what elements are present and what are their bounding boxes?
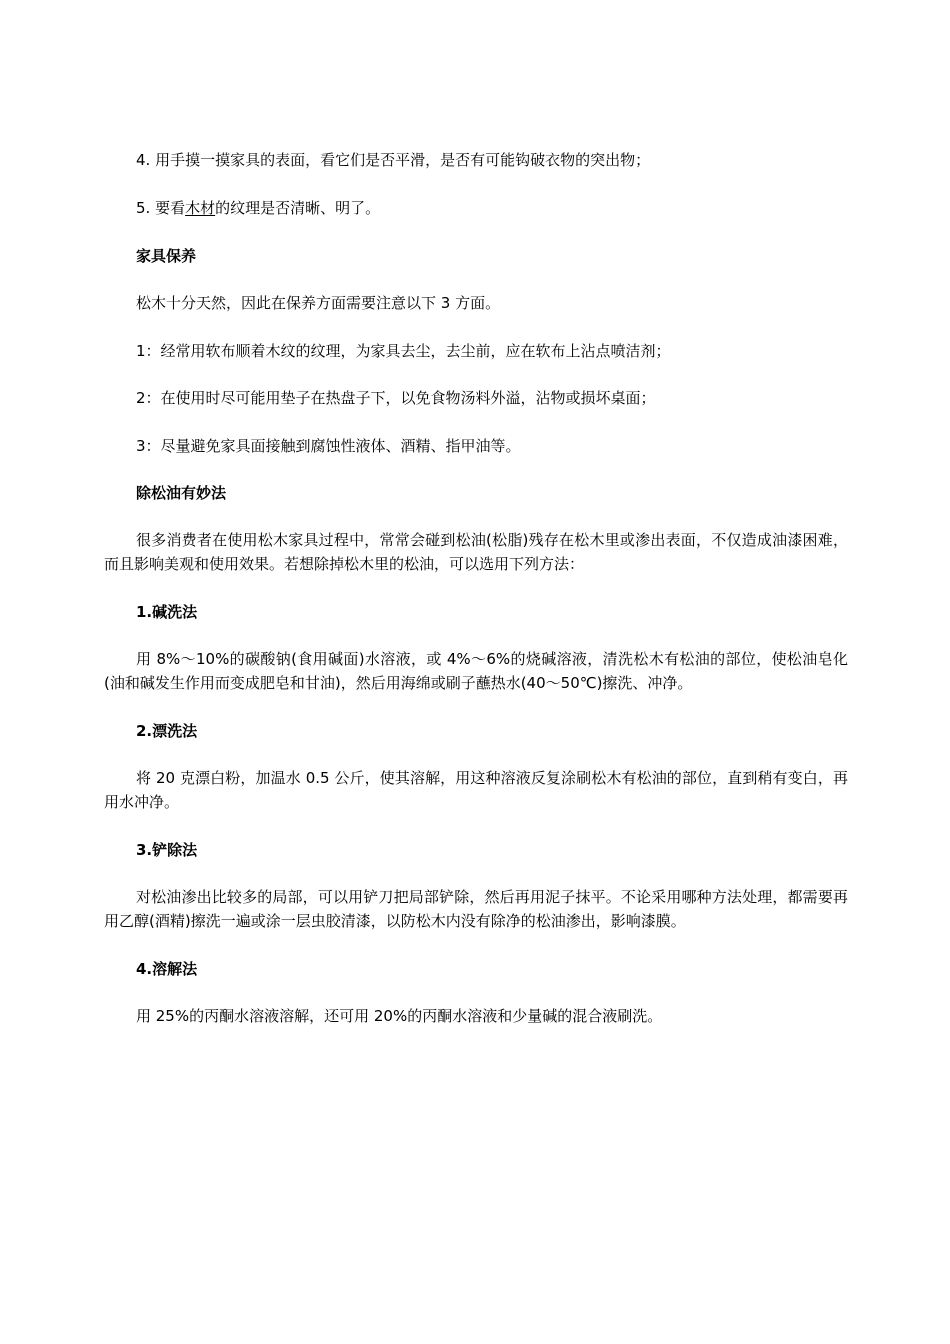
method-3-text: 对松油渗出比较多的局部，可以用铲刀把局部铲除，然后再用泥子抹平。不论采用哪种方法处理，都需要再用乙醇(酒精)擦洗一遍或涂一层虫胶清漆，以防松木内没有除净的松油渗出，影响漆膜。 [104, 888, 848, 930]
care-item-2: 2：在使用时尽可能用垫子在热盘子下，以免食物汤料外溢，沾物或损坏桌面； [136, 389, 656, 407]
method-2-text: 将 20 克漂白粉，加温水 0.5 公斤，使其溶解，用这种溶液反复涂刷松木有松油的部位，直到稍有变白，再用水冲净。 [104, 769, 848, 811]
list-item-5 [104, 196, 848, 220]
list-item-5-prefix: 5. 要看 [136, 199, 186, 217]
care-intro: 松木十分天然，因此在保养方面需要注意以下 3 方面。 [136, 294, 501, 312]
list-item-5-suffix: 的纹理是否清晰、明了。 [215, 199, 381, 217]
method-1-title: 1.碱洗法 [136, 603, 198, 621]
method-3-title: 3.铲除法 [136, 841, 198, 859]
method-4-title: 4.溶解法 [136, 960, 198, 978]
heading-remove-resin: 除松油有妙法 [136, 484, 227, 502]
care-item-3: 3：尽量避免家具面接触到腐蚀性液体、酒精、指甲油等。 [136, 437, 521, 455]
method-1-text: 用 8%～10%的碳酸钠(食用碱面)水溶液，或 4%～6%的烧碱溶液，清洗松木有松油的部位，使松油皂化(油和碱发生作用而变成肥皂和甘油)，然后用海绵或刷子蘸热水(40～50℃)擦洗、冲净。 [104, 650, 848, 692]
resin-intro: 很多消费者在使用松木家具过程中，常常会碰到松油(松脂)残存在松木里或渗出表面，不仅造成油漆困难，而且影响美观和使用效果。若想除掉松木里的松油，可以选用下列方法： [104, 531, 848, 573]
heading-furniture-care: 家具保养 [136, 247, 197, 265]
wood-link[interactable]: 木材 [185, 199, 216, 217]
method-2-title: 2.漂洗法 [136, 722, 198, 740]
method-4-text: 用 25%的丙酮水溶液溶解，还可用 20%的丙酮水溶液和少量碱的混合液刷洗。 [136, 1007, 663, 1025]
list-item-4: 4. 用手摸一摸家具的表面，看它们是否平滑，是否有可能钩破衣物的突出物； [136, 151, 651, 169]
care-item-1: 1：经常用软布顺着木纹的纹理，为家具去尘，去尘前，应在软布上沾点喷洁剂； [136, 342, 671, 360]
